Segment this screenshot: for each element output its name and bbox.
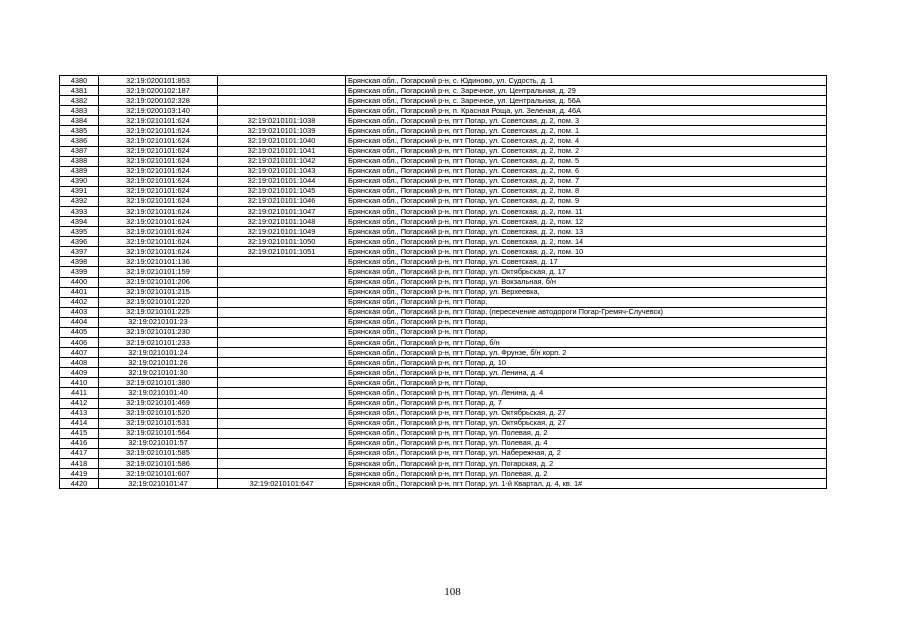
parent-number-cell: 32:19:0210101:1047 <box>218 207 346 217</box>
address-cell: Брянская обл., Погарский р-н, пгт Погар, ул. Октябрьская, д. 27 <box>346 418 827 428</box>
cadastral-number-cell: 32:19:0210101:159 <box>99 267 218 277</box>
parent-number-cell: 32:19:0210101:647 <box>218 479 346 489</box>
cadastral-number-cell: 32:19:0210101:30 <box>99 368 218 378</box>
address-cell: Брянская обл., Погарский р-н, пгт Погар, ул. Октябрьская, д. 27 <box>346 408 827 418</box>
row-number-cell: 4420 <box>60 479 99 489</box>
cadastral-number-cell: 32:19:0210101:380 <box>99 378 218 388</box>
address-cell: Брянская обл., Погарский р-н, пгт Погар, ул. Фрунзе, б/н корп. 2 <box>346 348 827 358</box>
row-number-cell: 4400 <box>60 277 99 287</box>
address-cell: Брянская обл., Погарский р-н, пгт Погар, ул. Ленина, д. 4 <box>346 388 827 398</box>
cadastral-number-cell: 32:19:0210101:586 <box>99 458 218 468</box>
address-cell: Брянская обл., Погарский р-н, пгт Погар, ул. Набережная, д. 2 <box>346 448 827 458</box>
row-number-cell: 4410 <box>60 378 99 388</box>
parent-number-cell: 32:19:0210101:1044 <box>218 176 346 186</box>
table-row <box>60 448 827 458</box>
table-row <box>60 358 827 368</box>
row-number-cell: 4419 <box>60 469 99 479</box>
address-cell: Брянская обл., Погарский р-н, пгт Погар, д. 10 <box>346 358 827 368</box>
address-cell: Брянская обл., Погарский р-н, п. Красная Роща, ул. Зеленая, д. 46А <box>346 106 827 116</box>
cadastral-number-cell: 32:19:0210101:624 <box>99 247 218 257</box>
table-row <box>60 257 827 267</box>
table-row <box>60 408 827 418</box>
table-row <box>60 398 827 408</box>
parent-number-cell <box>218 418 346 428</box>
parent-number-cell <box>218 277 346 287</box>
table-row <box>60 297 827 307</box>
parent-number-cell: 32:19:0210101:1045 <box>218 186 346 196</box>
row-number-cell: 4392 <box>60 196 99 206</box>
cadastral-number-cell: 32:19:0210101:225 <box>99 307 218 317</box>
table-row <box>60 136 827 146</box>
address-cell: Брянская обл., Погарский р-н, пгт Погар, <box>346 378 827 388</box>
row-number-cell: 4403 <box>60 307 99 317</box>
row-number-cell: 4397 <box>60 247 99 257</box>
table-row <box>60 307 827 317</box>
address-cell: Брянская обл., Погарский р-н, с. Заречное, ул. Центральная, д. 56А <box>346 96 827 106</box>
parent-number-cell <box>218 428 346 438</box>
table-row <box>60 207 827 217</box>
table-row <box>60 469 827 479</box>
parent-number-cell <box>218 297 346 307</box>
table-row <box>60 418 827 428</box>
table-row <box>60 287 827 297</box>
parent-number-cell <box>218 96 346 106</box>
cadastral-number-cell: 32:19:0210101:564 <box>99 428 218 438</box>
cadastral-number-cell: 32:19:0210101:469 <box>99 398 218 408</box>
register-table <box>59 75 827 489</box>
table-row <box>60 146 827 156</box>
cadastral-number-cell: 32:19:0210101:57 <box>99 438 218 448</box>
cadastral-number-cell: 32:19:0210101:24 <box>99 348 218 358</box>
parent-number-cell <box>218 469 346 479</box>
cadastral-number-cell: 32:19:0210101:624 <box>99 217 218 227</box>
row-number-cell: 4384 <box>60 116 99 126</box>
row-number-cell: 4399 <box>60 267 99 277</box>
cadastral-number-cell: 32:19:0210101:624 <box>99 176 218 186</box>
address-cell: Брянская обл., Погарский р-н, пгт Погар, ул. Верхеевка, <box>346 287 827 297</box>
row-number-cell: 4418 <box>60 458 99 468</box>
cadastral-number-cell: 32:19:0210101:607 <box>99 469 218 479</box>
cadastral-number-cell: 32:19:0200103:140 <box>99 106 218 116</box>
parent-number-cell: 32:19:0210101:1043 <box>218 166 346 176</box>
cadastral-number-cell: 32:19:0210101:624 <box>99 146 218 156</box>
row-number-cell: 4394 <box>60 217 99 227</box>
address-cell: Брянская обл., Погарский р-н, пгт Погар, ул. Советская, д. 2, пом. 4 <box>346 136 827 146</box>
address-cell: Брянская обл., Погарский р-н, пгт Погар, ул. Советская, д. 2, пом. 10 <box>346 247 827 257</box>
row-number-cell: 4402 <box>60 297 99 307</box>
table-row <box>60 338 827 348</box>
row-number-cell: 4381 <box>60 86 99 96</box>
address-cell: Брянская обл., Погарский р-н, пгт Погар, ул. Погарская, д. 2 <box>346 458 827 468</box>
cadastral-number-cell: 32:19:0210101:624 <box>99 116 218 126</box>
address-cell: Брянская обл., Погарский р-н, пгт Погар, ул. Полевая, д. 2 <box>346 469 827 479</box>
address-cell: Брянская обл., Погарский р-н, пгт Погар, ул. Советская, д. 2, пом. 2 <box>346 146 827 156</box>
cadastral-number-cell: 32:19:0210101:624 <box>99 186 218 196</box>
address-cell: Брянская обл., Погарский р-н, пгт Погар, ул. Советская, д. 2, пом. 8 <box>346 186 827 196</box>
table-row <box>60 176 827 186</box>
parent-number-cell <box>218 327 346 337</box>
cadastral-number-cell: 32:19:0210101:624 <box>99 237 218 247</box>
row-number-cell: 4383 <box>60 106 99 116</box>
row-number-cell: 4405 <box>60 327 99 337</box>
row-number-cell: 4407 <box>60 348 99 358</box>
cadastral-number-cell: 32:19:0210101:23 <box>99 317 218 327</box>
address-cell: Брянская обл., Погарский р-н, пгт Погар, ул. Советская, д. 2, пом. 1 <box>346 126 827 136</box>
parent-number-cell: 32:19:0210101:1050 <box>218 237 346 247</box>
cadastral-number-cell: 32:19:0200102:328 <box>99 96 218 106</box>
cadastral-number-cell: 32:19:0210101:136 <box>99 257 218 267</box>
parent-number-cell <box>218 448 346 458</box>
parent-number-cell <box>218 398 346 408</box>
table-row <box>60 166 827 176</box>
address-cell: Брянская обл., Погарский р-н, пгт Погар, ул. Советская, д. 2, пом. 5 <box>346 156 827 166</box>
table-row <box>60 368 827 378</box>
parent-number-cell: 32:19:0210101:1051 <box>218 247 346 257</box>
row-number-cell: 4401 <box>60 287 99 297</box>
parent-number-cell <box>218 348 346 358</box>
cadastral-number-cell: 32:19:0210101:624 <box>99 156 218 166</box>
table-row <box>60 76 827 86</box>
address-cell: Брянская обл., Погарский р-н, пгт Погар, ул. Полевая, д. 4 <box>346 438 827 448</box>
cadastral-number-cell: 32:19:0210101:40 <box>99 388 218 398</box>
row-number-cell: 4409 <box>60 368 99 378</box>
address-cell: Брянская обл., Погарский р-н, пгт Погар, ул. Советская, д. 2, пом. 6 <box>346 166 827 176</box>
row-number-cell: 4395 <box>60 227 99 237</box>
parent-number-cell: 32:19:0210101:1039 <box>218 126 346 136</box>
cadastral-number-cell: 32:19:0200101:853 <box>99 76 218 86</box>
address-cell: Брянская обл., Погарский р-н, пгт Погар, ул. Вокзальная, б/н <box>346 277 827 287</box>
address-cell: Брянская обл., Погарский р-н, пгт Погар, ул. Советская, д. 2, пом. 7 <box>346 176 827 186</box>
address-cell: Брянская обл., Погарский р-н, пгт Погар, ул. Советская, д. 2, пом. 14 <box>346 237 827 247</box>
row-number-cell: 4417 <box>60 448 99 458</box>
table-row <box>60 106 827 116</box>
address-cell: Брянская обл., Погарский р-н, пгт Погар, ул. Советская, д. 2, пом. 13 <box>346 227 827 237</box>
address-cell: Брянская обл., Погарский р-н, пгт Погар, б/н <box>346 338 827 348</box>
parent-number-cell: 32:19:0210101:1041 <box>218 146 346 156</box>
cadastral-number-cell: 32:19:0210101:26 <box>99 358 218 368</box>
cadastral-number-cell: 32:19:0210101:585 <box>99 448 218 458</box>
table-row <box>60 156 827 166</box>
parent-number-cell <box>218 368 346 378</box>
address-cell: Брянская обл., Погарский р-н, пгт Погар, <box>346 317 827 327</box>
table-row <box>60 378 827 388</box>
table-row <box>60 96 827 106</box>
parent-number-cell <box>218 287 346 297</box>
address-cell: Брянская обл., Погарский р-н, пгт Погар, ул. 1-й Квартал, д. 4, кв. 1# <box>346 479 827 489</box>
parent-number-cell <box>218 257 346 267</box>
parent-number-cell <box>218 106 346 116</box>
table-row <box>60 126 827 136</box>
parent-number-cell <box>218 388 346 398</box>
parent-number-cell: 32:19:0210101:1040 <box>218 136 346 146</box>
table-row <box>60 458 827 468</box>
cadastral-number-cell: 32:19:0210101:230 <box>99 327 218 337</box>
parent-number-cell <box>218 378 346 388</box>
table-row <box>60 116 827 126</box>
row-number-cell: 4388 <box>60 156 99 166</box>
parent-number-cell: 32:19:0210101:1042 <box>218 156 346 166</box>
page-number: 108 <box>444 586 461 598</box>
table-row <box>60 277 827 287</box>
row-number-cell: 4398 <box>60 257 99 267</box>
parent-number-cell <box>218 307 346 317</box>
table-row <box>60 196 827 206</box>
table-row <box>60 388 827 398</box>
address-cell: Брянская обл., Погарский р-н, пгт Погар, (пересечение автодороги Погар-Гремяч-Случевск) <box>346 307 827 317</box>
row-number-cell: 4390 <box>60 176 99 186</box>
parent-number-cell <box>218 267 346 277</box>
table-row <box>60 267 827 277</box>
cadastral-number-cell: 32:19:0210101:624 <box>99 196 218 206</box>
row-number-cell: 4386 <box>60 136 99 146</box>
table-row <box>60 327 827 337</box>
address-cell: Брянская обл., Погарский р-н, пгт Погар, ул. Ленина, д. 4 <box>346 368 827 378</box>
parent-number-cell: 32:19:0210101:1038 <box>218 116 346 126</box>
row-number-cell: 4415 <box>60 428 99 438</box>
address-cell: Брянская обл., Погарский р-н, пгт Погар, ул. Октябрьская, д. 17 <box>346 267 827 277</box>
address-cell: Брянская обл., Погарский р-н, пгт Погар, ул. Советская, д. 2, пом. 12 <box>346 217 827 227</box>
table-row <box>60 186 827 196</box>
table-row <box>60 438 827 448</box>
row-number-cell: 4391 <box>60 186 99 196</box>
address-cell: Брянская обл., Погарский р-н, пгт Погар, ул. Полевая, д. 2 <box>346 428 827 438</box>
table-row <box>60 86 827 96</box>
address-cell: Брянская обл., Погарский р-н, пгт Погар, ул. Советская, д. 2, пом. 9 <box>346 196 827 206</box>
cadastral-number-cell: 32:19:0210101:624 <box>99 166 218 176</box>
address-cell: Брянская обл., Погарский р-н, пгт Погар, ул. Советская, д. 17 <box>346 257 827 267</box>
table-row <box>60 237 827 247</box>
address-cell: Брянская обл., Погарский р-н, с. Заречное, ул. Центральная, д. 29 <box>346 86 827 96</box>
row-number-cell: 4393 <box>60 207 99 217</box>
address-cell: Брянская обл., Погарский р-н, пгт Погар, ул. Советская, д. 2, пом. 3 <box>346 116 827 126</box>
row-number-cell: 4408 <box>60 358 99 368</box>
cadastral-number-cell: 32:19:0210101:215 <box>99 287 218 297</box>
table-row <box>60 317 827 327</box>
table-row <box>60 348 827 358</box>
parent-number-cell: 32:19:0210101:1048 <box>218 217 346 227</box>
row-number-cell: 4387 <box>60 146 99 156</box>
row-number-cell: 4396 <box>60 237 99 247</box>
cadastral-number-cell: 32:19:0210101:531 <box>99 418 218 428</box>
table-row <box>60 479 827 489</box>
row-number-cell: 4382 <box>60 96 99 106</box>
parent-number-cell <box>218 317 346 327</box>
cadastral-number-cell: 32:19:0210101:624 <box>99 136 218 146</box>
cadastral-number-cell: 32:19:0210101:624 <box>99 227 218 237</box>
table-row <box>60 217 827 227</box>
cadastral-number-cell: 32:19:0210101:220 <box>99 297 218 307</box>
row-number-cell: 4411 <box>60 388 99 398</box>
parent-number-cell <box>218 86 346 96</box>
address-cell: Брянская обл., Погарский р-н, пгт Погар, ул. Советская, д. 2, пом. 11 <box>346 207 827 217</box>
cadastral-number-cell: 32:19:0210101:47 <box>99 479 218 489</box>
row-number-cell: 4413 <box>60 408 99 418</box>
cadastral-number-cell: 32:19:0200102:187 <box>99 86 218 96</box>
row-number-cell: 4380 <box>60 76 99 86</box>
row-number-cell: 4404 <box>60 317 99 327</box>
cadastral-number-cell: 32:19:0210101:624 <box>99 126 218 136</box>
parent-number-cell <box>218 458 346 468</box>
parent-number-cell <box>218 408 346 418</box>
row-number-cell: 4416 <box>60 438 99 448</box>
row-number-cell: 4412 <box>60 398 99 408</box>
cadastral-number-cell: 32:19:0210101:520 <box>99 408 218 418</box>
cadastral-number-cell: 32:19:0210101:624 <box>99 207 218 217</box>
parent-number-cell <box>218 76 346 86</box>
row-number-cell: 4406 <box>60 338 99 348</box>
address-cell: Брянская обл., Погарский р-н, пгт Погар, <box>346 297 827 307</box>
parent-number-cell <box>218 338 346 348</box>
cadastral-number-cell: 32:19:0210101:206 <box>99 277 218 287</box>
address-cell: Брянская обл., Погарский р-н, пгт Погар, <box>346 327 827 337</box>
row-number-cell: 4385 <box>60 126 99 136</box>
table-row <box>60 428 827 438</box>
row-number-cell: 4389 <box>60 166 99 176</box>
parent-number-cell: 32:19:0210101:1046 <box>218 196 346 206</box>
parent-number-cell <box>218 438 346 448</box>
parent-number-cell: 32:19:0210101:1049 <box>218 227 346 237</box>
row-number-cell: 4414 <box>60 418 99 428</box>
address-cell: Брянская обл., Погарский р-н, пгт Погар, д. 7 <box>346 398 827 408</box>
cadastral-number-cell: 32:19:0210101:233 <box>99 338 218 348</box>
parent-number-cell <box>218 358 346 368</box>
table-row <box>60 247 827 257</box>
address-cell: Брянская обл., Погарский р-н, с. Юдиново, ул. Судость, д. 1 <box>346 76 827 86</box>
register-table-body <box>60 76 827 489</box>
table-row <box>60 227 827 237</box>
